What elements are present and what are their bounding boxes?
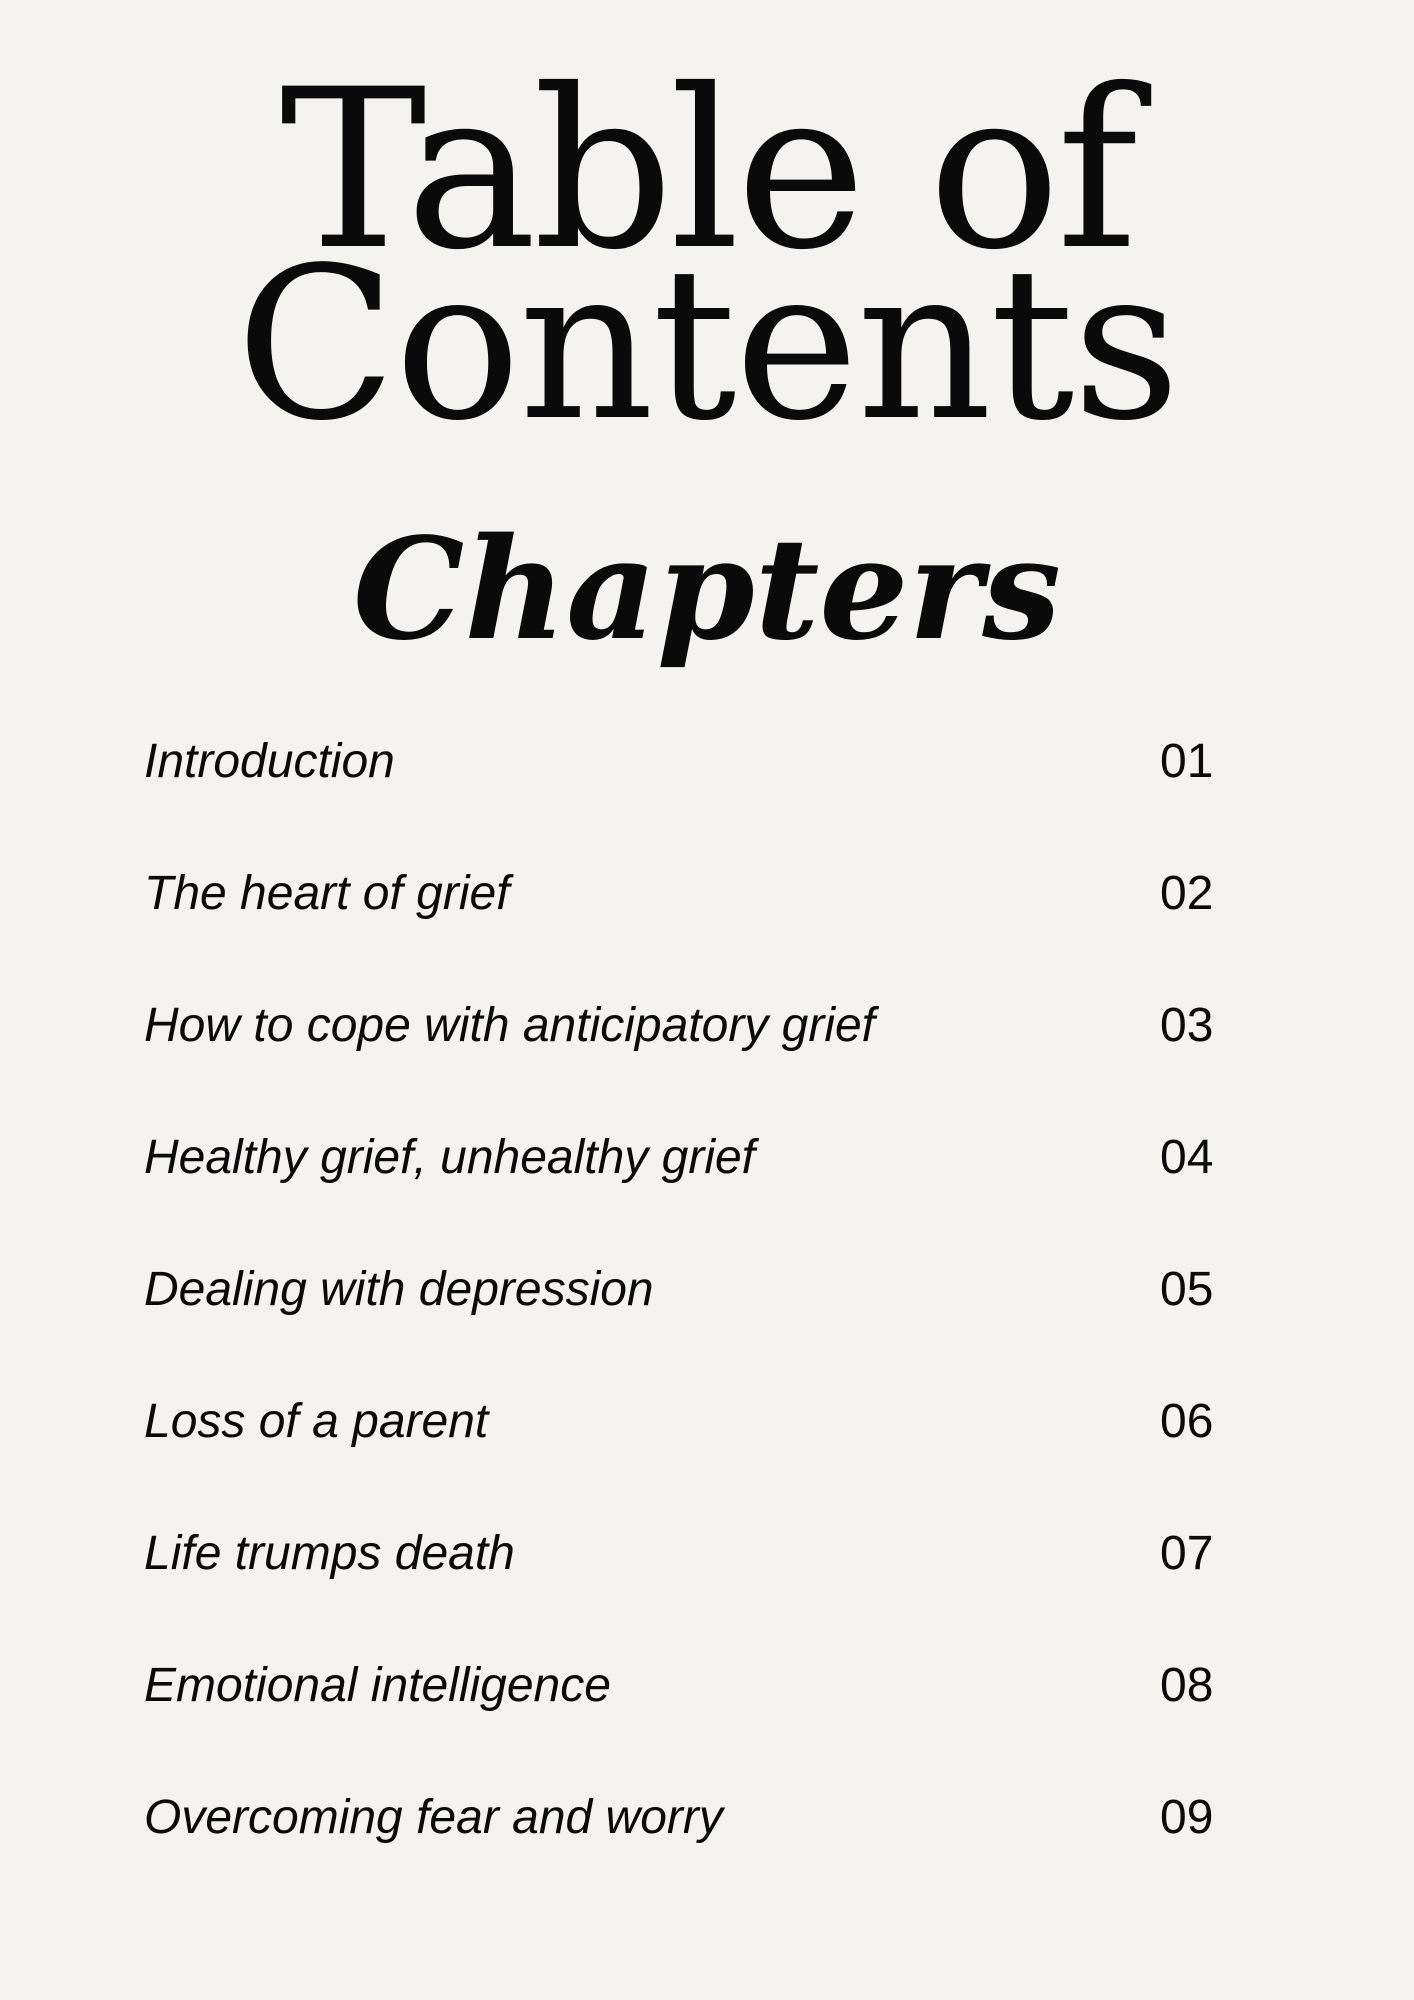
chapter-row	[144, 990, 1244, 1122]
page-title-line-2: Contents	[235, 222, 1179, 467]
chapter-title: Introduction	[144, 735, 395, 788]
chapter-row	[144, 1518, 1244, 1650]
chapter-title: The heart of grief	[144, 867, 510, 920]
chapter-row	[144, 1650, 1244, 1782]
chapter-number: 09	[1160, 1791, 1214, 1844]
chapter-number: 01	[1160, 735, 1214, 788]
chapter-row	[144, 1782, 1244, 1914]
chapter-title: Overcoming fear and worry	[144, 1791, 723, 1844]
chapter-row	[144, 1254, 1244, 1386]
chapter-number: 07	[1160, 1527, 1214, 1580]
chapter-number: 05	[1160, 1263, 1214, 1316]
chapter-title: Dealing with depression	[144, 1263, 654, 1316]
chapter-number: 08	[1160, 1659, 1214, 1712]
chapter-row	[144, 1122, 1244, 1254]
chapter-title: Emotional intelligence	[144, 1659, 611, 1712]
chapter-row	[144, 726, 1244, 858]
chapter-list	[144, 726, 1244, 1914]
chapter-number: 02	[1160, 867, 1214, 920]
chapter-row	[144, 1386, 1244, 1518]
page-title-line-1: Table of	[279, 42, 1134, 298]
chapter-number: 06	[1160, 1395, 1214, 1448]
chapter-title: How to cope with anticipatory grief	[144, 999, 876, 1052]
chapter-number: 03	[1160, 999, 1214, 1052]
section-heading-chapters: Chapters	[352, 508, 1062, 672]
chapter-title: Life trumps death	[144, 1527, 515, 1580]
chapter-title: Healthy grief, unhealthy grief	[144, 1131, 756, 1184]
chapter-title: Loss of a parent	[144, 1395, 489, 1448]
chapter-number: 04	[1160, 1131, 1214, 1184]
chapter-row	[144, 858, 1244, 990]
